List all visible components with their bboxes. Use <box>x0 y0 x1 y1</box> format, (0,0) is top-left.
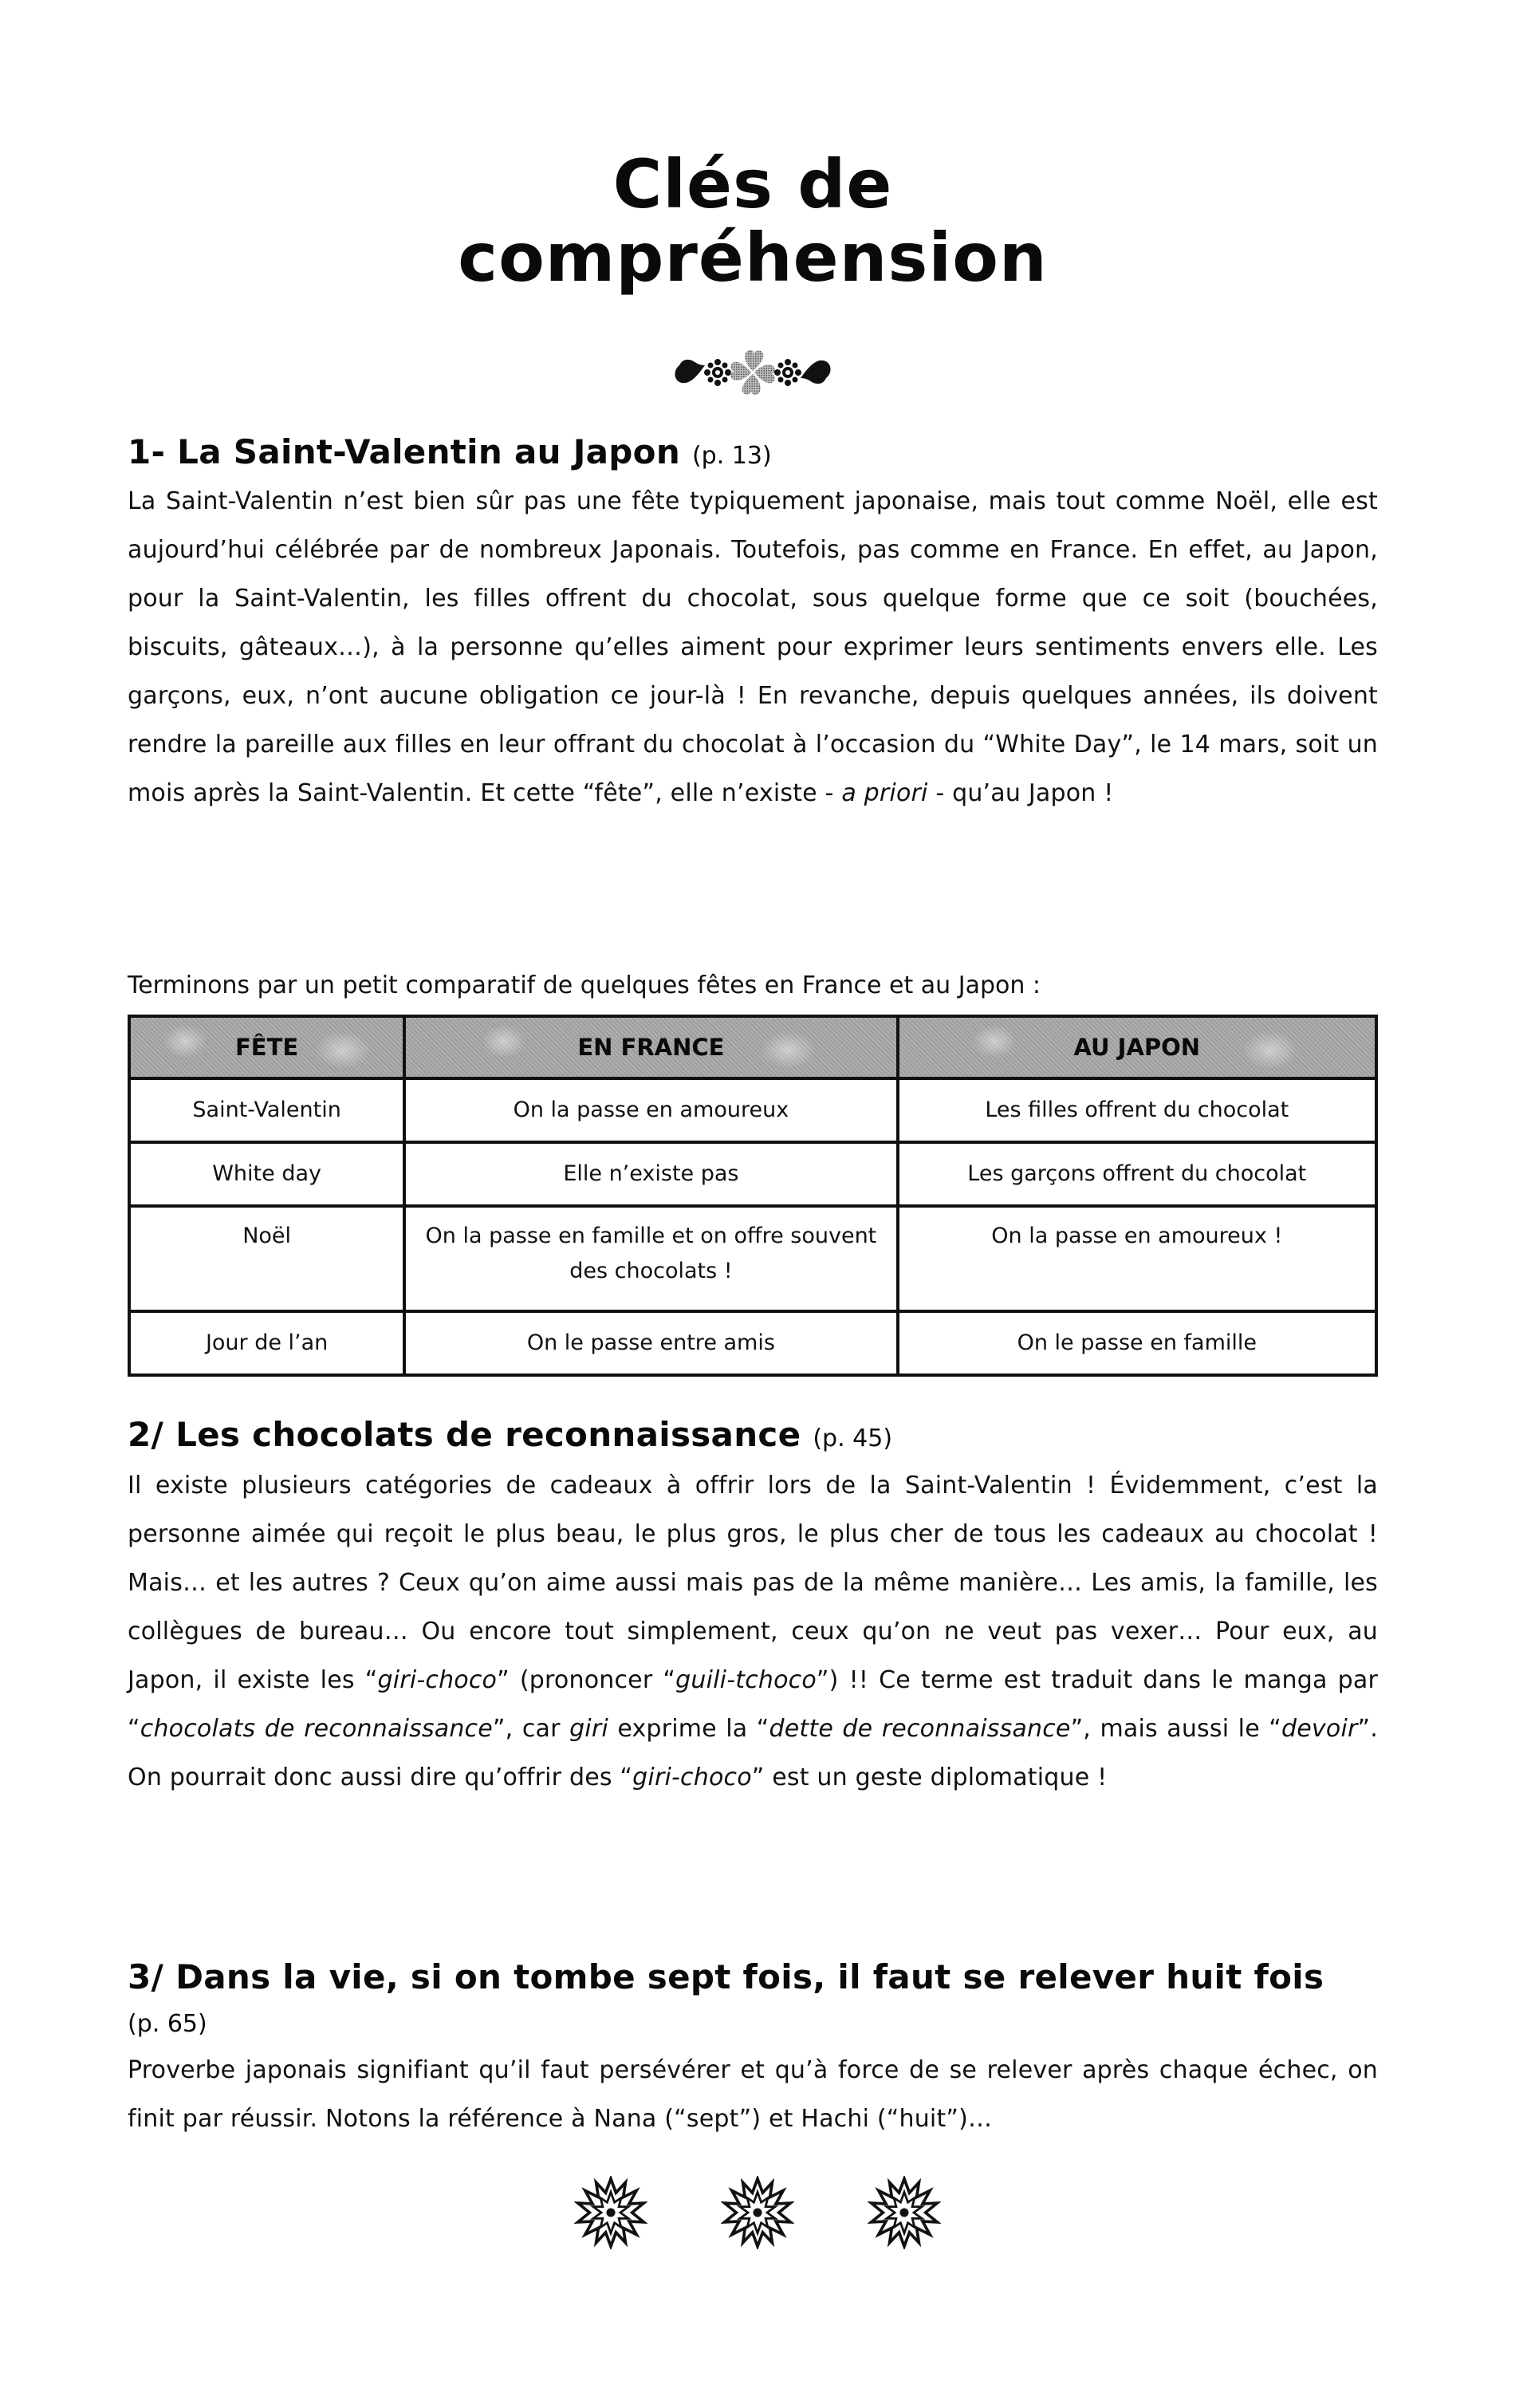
table-cell: On le passe en famille <box>898 1311 1376 1375</box>
section-heading-3-text: 3/ Dans la vie, si on tombe sept fois, il faut se relever huit fois <box>128 1957 1324 1996</box>
table-cell: Noël <box>129 1206 404 1311</box>
section-3-page-ref: (p. 65) <box>128 2010 207 2038</box>
italic-term: devoir <box>1281 1715 1358 1743</box>
section-heading-3 <box>128 1956 1378 2046</box>
italic-term: a priori <box>841 779 928 807</box>
italic-term: giri-choco <box>632 1764 752 1791</box>
column-header-en-france: EN FRANCE <box>404 1016 897 1078</box>
table-cell: Saint-Valentin <box>129 1078 404 1142</box>
paragraph-text: - qu’au Japon ! <box>927 779 1114 807</box>
italic-term: giri <box>569 1715 608 1743</box>
table-row <box>129 1311 1376 1375</box>
paragraph-text: Il existe plusieurs catégories de cadeaux à offrir lors de la Saint-Valentin ! Évidemment, c’est la personne aimée qui reçoit le plus beau, le plus gros, le plus cher de tous les cadeaux au chocolat ! Mais… et les autres ? Ceux qu’on aime aussi mais pas de la même manière… Les amis, la famille, les collègues de bureau… Ou encore tout simplement, ceux qu’on ne veut pas vexer… Pour eux, au Japon, il existe les “ <box>128 1472 1378 1694</box>
italic-term: dette de reconnaissance <box>769 1715 1071 1743</box>
section-heading-2-text: 2/ Les chocolats de reconnaissance <box>128 1415 801 1454</box>
section-1-paragraph <box>128 477 1378 818</box>
paragraph-text: ”, mais aussi le “ <box>1070 1715 1282 1743</box>
section-2-page-ref: (p. 45) <box>813 1425 893 1452</box>
table-cell: On la passe en amoureux <box>404 1078 897 1142</box>
table-intro-text: Terminons par un petit comparatif de quelques fêtes en France et au Japon : <box>128 971 1041 999</box>
flower-icon <box>721 2176 794 2249</box>
italic-term: guili-tchoco <box>675 1666 817 1694</box>
table-cell: Elle n’existe pas <box>404 1142 897 1206</box>
paragraph-text: La Saint-Valentin n’est bien sûr pas une fête typiquement japonaise, mais tout comme Noël, elle est aujourd’hui célébrée par de nombreux Japonais. Toutefois, pas comme en France. En effet, au Japon, pour la Saint-Valentin, les filles offrent du chocolat, sous quelque forme que ce soit (bouchées, biscuits, gâteaux…), à la personne qu’elles aiment pour exprimer leurs sentiments envers elle. Les garçons, eux, n’ont aucune obligation ce jour-là ! En revanche, depuis quelques années, ils doivent rendre la pareille aux filles en leur offrant du chocolat à l’occasion du “White Day”, le 14 mars, soit un mois après la Saint-Valentin. Et cette “fête”, elle n’existe - <box>128 487 1378 807</box>
table-cell: On la passe en famille et on offre souvent des chocolats ! <box>404 1206 897 1311</box>
section-heading-1 <box>128 431 1378 478</box>
table-row <box>129 1206 1376 1311</box>
paragraph-text: ”. On pourrait donc aussi dire qu’offrir des “ <box>128 1715 1378 1791</box>
section-heading-2 <box>128 1413 1378 1460</box>
section-1-page-ref: (p. 13) <box>691 442 772 470</box>
holiday-comparison-table <box>128 1015 1378 1377</box>
table-header-row <box>129 1016 1376 1078</box>
table-row <box>129 1142 1376 1206</box>
page-title-line-1: Clés de <box>612 145 893 223</box>
flower-icon <box>574 2176 647 2249</box>
table-cell: On le passe entre amis <box>404 1311 897 1375</box>
table-cell: White day <box>129 1142 404 1206</box>
italic-term: giri-choco <box>377 1666 498 1694</box>
page-title <box>128 145 1378 297</box>
page-title-line-2: compréhension <box>458 219 1048 297</box>
paragraph-text: exprime la “ <box>608 1715 769 1743</box>
paragraph-text: ”) !! Ce terme est traduit dans le manga par “ <box>128 1666 1378 1743</box>
section-2-paragraph <box>128 1461 1378 1802</box>
table-row <box>129 1078 1376 1142</box>
paragraph-text: ” (prononcer “ <box>497 1666 676 1694</box>
table-cell: Les filles offrent du chocolat <box>898 1078 1376 1142</box>
bottom-ornament <box>574 2176 941 2256</box>
table-cell: On la passe en amoureux ! <box>898 1206 1376 1311</box>
flower-icon <box>868 2176 941 2249</box>
column-header-fete: FÊTE <box>129 1016 404 1078</box>
paragraph-text: ”, car <box>492 1715 570 1743</box>
heart-flower-ornament-icon <box>673 345 832 400</box>
section-3-paragraph: Proverbe japonais signifiant qu’il faut persévérer et qu’à force de se relever après chaque échec, on finit par réussir. Notons la référence à Nana (“sept”) et Hachi (“huit”)… <box>128 2056 1378 2133</box>
italic-term: chocolats de reconnaissance <box>140 1715 493 1743</box>
column-header-au-japon: AU JAPON <box>898 1016 1376 1078</box>
table-cell: Jour de l’an <box>129 1311 404 1375</box>
paragraph-text: ” est un geste diplomatique ! <box>751 1764 1108 1791</box>
table-cell: Les garçons offrent du chocolat <box>898 1142 1376 1206</box>
section-heading-1-text: 1- La Saint-Valentin au Japon <box>128 432 681 471</box>
